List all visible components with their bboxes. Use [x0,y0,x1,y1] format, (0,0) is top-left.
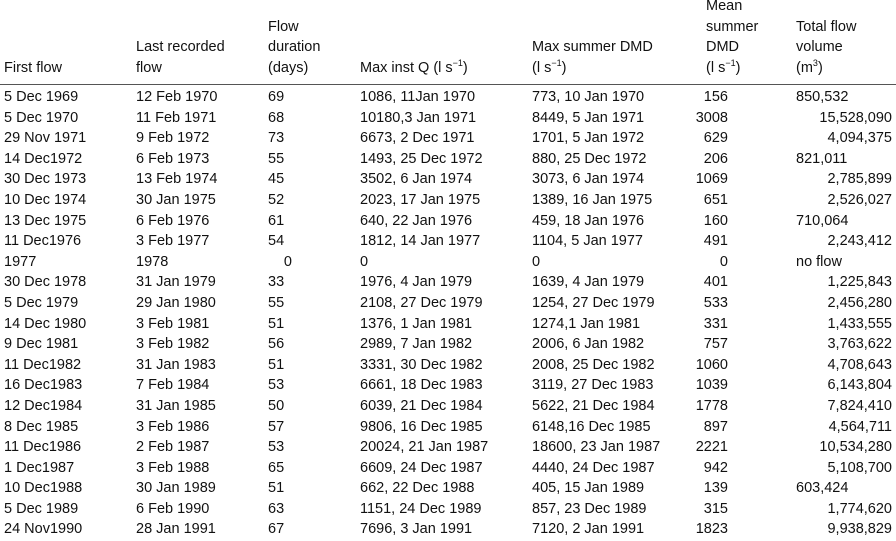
table-row [0,396,896,417]
header-max-dmd [532,37,653,78]
cell-first-flow: 16 Dec1983 [4,377,83,394]
cell-total-flow-volume: 850,532 [796,89,849,105]
cell-mean-summer-dmd: 757 [703,336,728,353]
header-max-q-end: ) [462,59,468,76]
cell-total-flow-volume: no flow [796,253,842,270]
header-max-dmd-unit [532,58,653,79]
cell-duration: 51 [268,315,285,332]
table-header [0,0,896,82]
cell-mean-summer-dmd: 0 [719,253,728,270]
cell-duration: 54 [268,233,285,250]
cell-duration: 67 [268,521,285,538]
cell-max-summer-dmd: 459, 18 Jan 1976 [532,212,645,229]
cell-duration: 57 [268,418,285,435]
cell-max-inst-q: 2108, 27 Dec 1979 [360,294,483,311]
header-first-flow: First flow [4,59,62,76]
cell-total-flow-volume: 821,011 [796,150,848,167]
table-row [0,499,896,520]
cell-duration: 45 [268,171,285,188]
cell-max-summer-dmd: 1104, 5 Jan 1977 [532,233,643,250]
table-row [0,519,896,540]
unit-sup: −1 [725,57,736,68]
header-duration: Flow duration (days) [268,18,321,76]
cell-max-inst-q: 3331, 30 Dec 1982 [360,356,483,373]
cell-mean-summer-dmd: 1823 [695,521,728,538]
cell-max-summer-dmd: 18600, 23 Jan 1987 [532,439,661,456]
cell-duration: 69 [268,89,285,105]
table-row [0,272,896,293]
cell-max-inst-q: 6673, 2 Dec 1971 [360,130,475,147]
cell-last-flow: 30 Jan 1975 [136,191,216,208]
table-row [0,108,896,129]
cell-max-inst-q: 1812, 14 Jan 1977 [360,233,481,250]
cell-total-flow-volume: 2,456,280 [827,294,892,311]
cell-mean-summer-dmd: 139 [703,480,728,497]
cell-first-flow: 14 Dec1972 [4,150,83,167]
table-row [0,355,896,376]
cell-max-inst-q: 2023, 17 Jan 1975 [360,191,481,208]
cell-max-summer-dmd: 773, 10 Jan 1970 [532,89,645,105]
cell-max-summer-dmd: 3119, 27 Dec 1983 [532,377,654,394]
cell-max-inst-q: 640, 22 Jan 1976 [360,212,473,229]
cell-last-flow: 31 Jan 1983 [136,356,216,373]
table-row [0,87,896,108]
table-row [0,375,896,396]
cell-first-flow: 10 Dec 1974 [4,191,87,208]
cell-duration: 68 [268,109,285,126]
cell-max-summer-dmd: 8449, 5 Jan 1971 [532,109,645,126]
cell-max-inst-q: 3502, 6 Jan 1974 [360,171,473,188]
cell-first-flow: 9 Dec 1981 [4,336,79,353]
table-row [0,149,896,170]
header-mean-dmd-unit [706,58,758,79]
unit-text: (l s [532,59,552,76]
header-max-q [360,58,468,79]
header-rule [0,84,896,85]
cell-max-summer-dmd: 2008, 25 Dec 1982 [532,356,655,373]
cell-mean-summer-dmd: 2221 [695,439,728,456]
cell-mean-summer-dmd: 651 [703,191,728,208]
cell-max-summer-dmd: 1701, 5 Jan 1972 [532,130,645,147]
cell-mean-summer-dmd: 401 [703,274,728,291]
cell-last-flow: 7 Feb 1984 [136,377,210,394]
cell-mean-summer-dmd: 1069 [695,171,728,188]
unit-sup: −1 [551,57,562,68]
cell-mean-summer-dmd: 3008 [695,109,728,126]
cell-mean-summer-dmd: 491 [703,233,728,250]
cell-last-flow: 31 Jan 1979 [136,274,216,291]
cell-max-inst-q: 1976, 4 Jan 1979 [360,274,473,291]
table-row [0,293,896,314]
cell-max-inst-q: 7696, 3 Jan 1991 [360,521,473,538]
cell-last-flow: 2 Feb 1987 [136,439,210,456]
unit-text: (m [796,59,813,76]
header-total-unit [796,58,856,79]
header-max-q-text: Max inst Q (l s [360,59,453,76]
cell-total-flow-volume: 3,763,622 [827,336,892,353]
cell-duration: 55 [268,294,285,311]
cell-duration: 56 [268,336,285,353]
table-row [0,437,896,458]
cell-max-inst-q: 9806, 16 Dec 1985 [360,418,483,435]
table-row [0,334,896,355]
header-mean-dmd [706,0,758,78]
table-row [0,417,896,438]
cell-mean-summer-dmd: 206 [703,150,728,167]
unit-end: ) [561,59,567,76]
cell-last-flow: 3 Feb 1988 [136,459,210,476]
cell-mean-summer-dmd: 160 [703,212,728,229]
cell-mean-summer-dmd: 629 [703,130,728,147]
cell-last-flow: 6 Feb 1990 [136,500,210,517]
cell-total-flow-volume: 1,225,843 [827,274,892,291]
cell-last-flow: 3 Feb 1981 [136,315,210,332]
cell-total-flow-volume: 2,785,899 [827,171,892,188]
table-row [0,169,896,190]
header-max-q-sup: −1 [452,57,463,68]
cell-total-flow-volume: 10,534,280 [819,439,892,456]
unit-end: ) [735,59,741,76]
cell-total-flow-volume: 1,774,620 [827,500,892,517]
cell-total-flow-volume: 603,424 [796,480,849,497]
cell-mean-summer-dmd: 331 [703,315,728,332]
cell-max-inst-q: 6609, 24 Dec 1987 [360,459,483,476]
cell-last-flow: 31 Jan 1985 [136,397,216,414]
cell-last-flow: 28 Jan 1991 [136,521,216,538]
cell-first-flow: 11 Dec1982 [4,356,82,373]
cell-first-flow: 5 Dec 1989 [4,500,79,517]
cell-total-flow-volume: 4,094,375 [827,130,892,147]
header-total-text: Total flow volume [796,18,857,55]
cell-duration: 53 [268,439,285,456]
cell-max-inst-q: 2989, 7 Jan 1982 [360,336,473,353]
cell-first-flow: 1 Dec1987 [4,459,75,476]
cell-total-flow-volume: 15,528,090 [819,109,892,126]
cell-max-summer-dmd: 7120, 2 Jan 1991 [532,521,645,538]
cell-last-flow: 29 Jan 1980 [136,294,216,311]
table-row [0,314,896,335]
cell-mean-summer-dmd: 156 [703,89,728,105]
cell-first-flow: 8 Dec 1985 [4,418,79,435]
cell-max-inst-q: 6661, 18 Dec 1983 [360,377,483,394]
cell-last-flow: 1978 [136,253,169,270]
cell-max-summer-dmd: 6148,16 Dec 1985 [532,418,651,435]
cell-duration: 73 [268,130,285,147]
header-total-volume [796,17,856,79]
unit-end: ) [817,59,823,76]
cell-mean-summer-dmd: 315 [703,500,728,517]
cell-max-summer-dmd: 1389, 16 Jan 1975 [532,191,653,208]
table-row [0,478,896,499]
cell-first-flow: 30 Dec 1978 [4,274,87,291]
cell-max-inst-q: 662, 22 Dec 1988 [360,480,475,497]
cell-last-flow: 9 Feb 1972 [136,130,210,147]
cell-last-flow: 3 Feb 1982 [136,336,210,353]
cell-max-inst-q: 1493, 25 Dec 1972 [360,150,483,167]
cell-max-summer-dmd: 1274,1 Jan 1981 [532,315,641,332]
table-body [0,87,896,540]
cell-first-flow: 30 Dec 1973 [4,171,87,188]
cell-first-flow: 5 Dec 1979 [4,294,79,311]
cell-max-summer-dmd: 1639, 4 Jan 1979 [532,274,645,291]
cell-first-flow: 14 Dec 1980 [4,315,87,332]
cell-total-flow-volume: 1,433,555 [827,315,892,332]
cell-total-flow-volume: 7,824,410 [827,397,892,414]
cell-max-inst-q: 1086, 11Jan 1970 [360,89,476,105]
cell-max-summer-dmd: 857, 23 Dec 1989 [532,500,647,517]
cell-duration: 50 [268,397,285,414]
cell-first-flow: 11 Dec1986 [4,439,82,456]
cell-duration: 51 [268,356,285,373]
cell-last-flow: 13 Feb 1974 [136,171,218,188]
cell-max-inst-q: 0 [360,253,369,270]
cell-last-flow: 3 Feb 1986 [136,418,210,435]
cell-total-flow-volume: 4,564,711 [828,418,892,435]
table-row [0,211,896,232]
cell-max-summer-dmd: 0 [532,253,541,270]
cell-first-flow: 12 Dec1984 [4,397,83,414]
table-row [0,252,896,273]
unit-text: (l s [706,59,726,76]
cell-duration: 63 [268,500,285,517]
cell-first-flow: 1977 [4,253,37,270]
cell-total-flow-volume: 2,526,027 [827,191,892,208]
cell-total-flow-volume: 710,064 [796,212,849,229]
cell-first-flow: 10 Dec1988 [4,480,83,497]
cell-duration: 65 [268,459,285,476]
unit-sup: 3 [812,57,818,68]
cell-first-flow: 11 Dec1976 [4,233,82,250]
cell-duration: 51 [268,480,285,497]
cell-last-flow: 6 Feb 1973 [136,150,210,167]
cell-max-summer-dmd: 405, 15 Jan 1989 [532,480,645,497]
cell-duration: 61 [268,212,285,229]
cell-last-flow: 11 Feb 1971 [136,109,217,126]
cell-duration: 55 [268,150,285,167]
cell-last-flow: 6 Feb 1976 [136,212,210,229]
cell-mean-summer-dmd: 533 [703,294,728,311]
table-row [0,231,896,252]
cell-first-flow: 5 Dec 1969 [4,89,79,105]
cell-max-inst-q: 1151, 24 Dec 1989 [360,500,482,517]
table-row [0,128,896,149]
cell-first-flow: 29 Nov 1971 [4,130,87,147]
cell-duration: 52 [268,191,285,208]
cell-last-flow: 3 Feb 1977 [136,233,210,250]
cell-mean-summer-dmd: 1778 [695,397,728,414]
table-row [0,190,896,211]
cell-first-flow: 24 Nov1990 [4,521,83,538]
cell-mean-summer-dmd: 897 [703,418,728,435]
cell-total-flow-volume: 2,243,412 [827,233,892,250]
cell-total-flow-volume: 9,938,829 [827,521,892,538]
cell-max-summer-dmd: 4440, 24 Dec 1987 [532,459,655,476]
cell-total-flow-volume: 6,143,804 [827,377,892,394]
cell-last-flow: 30 Jan 1989 [136,480,216,497]
cell-last-flow: 12 Feb 1970 [136,89,218,105]
cell-mean-summer-dmd: 1039 [695,377,728,394]
cell-total-flow-volume: 4,708,643 [827,356,892,373]
cell-max-inst-q: 20024, 21 Jan 1987 [360,439,489,456]
header-mean-dmd-text: Mean summer DMD [706,0,759,55]
cell-max-inst-q: 1376, 1 Jan 1981 [360,315,473,332]
cell-total-flow-volume: 5,108,700 [827,459,892,476]
cell-mean-summer-dmd: 942 [703,459,728,476]
header-max-dmd-text: Max summer DMD [532,39,653,55]
cell-max-summer-dmd: 5622, 21 Dec 1984 [532,397,655,414]
cell-max-summer-dmd: 2006, 6 Jan 1982 [532,336,645,353]
cell-max-summer-dmd: 1254, 27 Dec 1979 [532,294,655,311]
cell-max-inst-q: 10180,3 Jan 1971 [360,109,477,126]
cell-duration: 0 [283,253,292,270]
cell-mean-summer-dmd: 1060 [695,356,728,373]
cell-duration: 53 [268,377,285,394]
cell-max-summer-dmd: 880, 25 Dec 1972 [532,150,647,167]
cell-first-flow: 13 Dec 1975 [4,212,87,229]
header-last-flow: Last recorded flow [136,39,225,76]
table-row [0,458,896,479]
cell-max-summer-dmd: 3073, 6 Jan 1974 [532,171,645,188]
cell-max-inst-q: 6039, 21 Dec 1984 [360,397,483,414]
cell-duration: 33 [268,274,285,291]
cell-first-flow: 5 Dec 1970 [4,109,79,126]
